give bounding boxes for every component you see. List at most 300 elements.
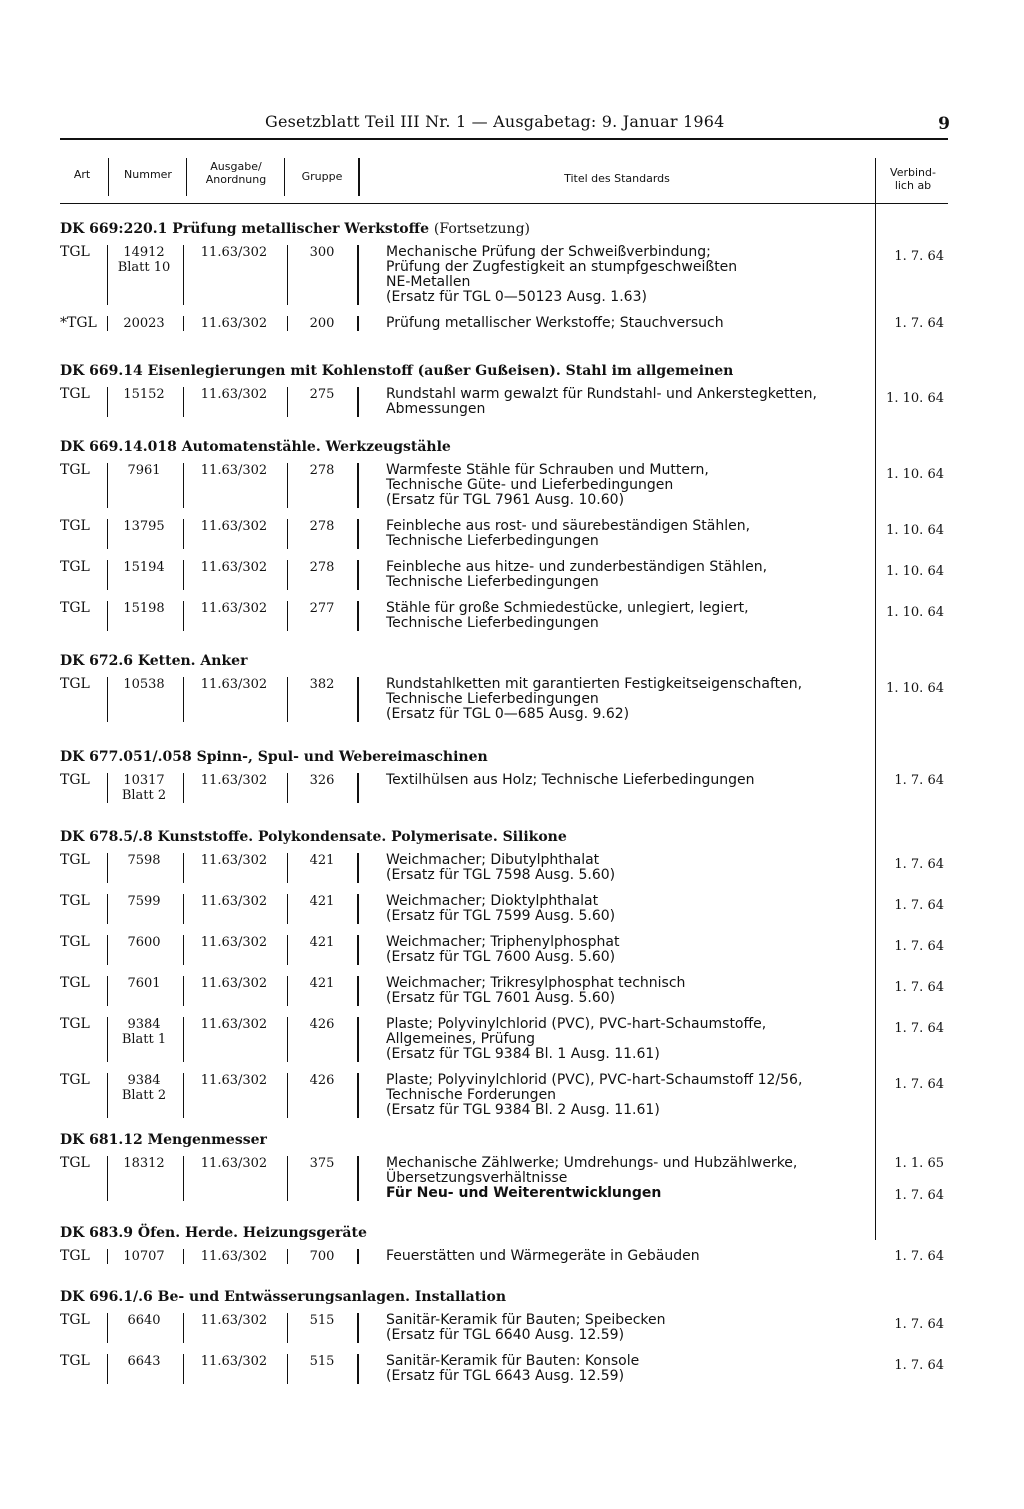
number-cell xyxy=(104,1249,184,1264)
art-cell: TGL xyxy=(60,559,90,575)
gruppe-cell: 515 xyxy=(309,1313,335,1328)
section xyxy=(60,827,948,1129)
table-row xyxy=(60,894,948,924)
title-cell xyxy=(386,773,906,788)
date-line: 1. 7. 64 xyxy=(894,1249,944,1264)
title-cell xyxy=(386,519,906,549)
column-divider xyxy=(287,601,288,631)
column-divider xyxy=(357,601,359,631)
number-cell xyxy=(104,677,184,692)
ausgabe-cell: 11.63/302 xyxy=(200,1354,268,1369)
date-cell xyxy=(882,467,944,482)
title-line: (Ersatz für TGL 7961 Ausg. 10.60) xyxy=(386,492,625,508)
column-divider xyxy=(183,1156,184,1201)
date-line: 1. 7. 64 xyxy=(894,773,944,788)
column-divider xyxy=(107,1249,108,1264)
ausgabe-cell: 11.63/302 xyxy=(200,387,268,402)
art-cell: TGL xyxy=(60,1016,90,1032)
title-line: (Ersatz für TGL 7599 Ausg. 5.60) xyxy=(386,908,616,924)
column-divider xyxy=(357,894,359,924)
section-title: DK 683.9 Öfen. Herde. Heizungsgeräte xyxy=(60,1225,367,1241)
title-line: NE-Metallen xyxy=(386,274,471,290)
column-divider xyxy=(287,519,288,549)
date-cell xyxy=(882,898,944,913)
column-divider xyxy=(358,158,360,196)
title-line: Übersetzungsverhältnisse xyxy=(386,1170,568,1186)
ausgabe-cell: 11.63/302 xyxy=(200,1249,268,1264)
column-divider xyxy=(183,601,184,631)
column-divider xyxy=(357,463,359,508)
number-line: Blatt 10 xyxy=(117,260,171,275)
date-cell xyxy=(882,523,944,538)
column-header-ausgabe-line2: Anordnung xyxy=(205,173,267,186)
column-divider xyxy=(183,773,184,803)
column-divider xyxy=(183,519,184,549)
page-header xyxy=(60,112,950,136)
date-line: 1. 10. 64 xyxy=(886,523,944,538)
column-divider xyxy=(183,677,184,722)
gruppe-cell: 300 xyxy=(309,245,335,260)
column-divider xyxy=(107,935,108,965)
title-line: Technische Lieferbedingungen xyxy=(386,691,599,707)
title-cell xyxy=(386,245,906,305)
title-cell xyxy=(386,894,906,924)
title-cell xyxy=(386,1354,906,1384)
section-title-suffix: (Fortsetzung) xyxy=(433,221,530,237)
art-cell: TGL xyxy=(60,462,90,478)
art-cell: TGL xyxy=(60,244,90,260)
date-line: 1. 7. 64 xyxy=(894,316,944,331)
title-line: Weichmacher; Dibutylphthalat xyxy=(386,852,600,868)
table-row xyxy=(60,976,948,1006)
art-cell: TGL xyxy=(60,600,90,616)
date-line: 1. 10. 64 xyxy=(886,467,944,482)
gruppe-cell: 426 xyxy=(309,1017,335,1032)
number-line: 7598 xyxy=(127,853,161,868)
column-divider xyxy=(287,1156,288,1201)
section-rows xyxy=(60,387,948,417)
table-row xyxy=(60,773,948,803)
date-cell xyxy=(882,564,944,579)
column-divider xyxy=(357,1354,359,1384)
column-divider xyxy=(287,560,288,590)
ausgabe-cell: 11.63/302 xyxy=(200,245,268,260)
title-line: Mechanische Prüfung der Schweißverbindung; xyxy=(386,244,711,260)
column-divider xyxy=(287,976,288,1006)
number-cell xyxy=(104,601,184,616)
art-cell: TGL xyxy=(60,893,90,909)
column-divider xyxy=(357,1017,359,1062)
page-number: 9 xyxy=(938,114,950,134)
title-line: Technische Lieferbedingungen xyxy=(386,615,599,631)
title-line: Feinbleche aus hitze- und zunderbeständigen Stählen, xyxy=(386,559,768,575)
column-divider xyxy=(183,245,184,305)
title-cell xyxy=(386,560,906,590)
date-cell xyxy=(882,857,944,872)
column-divider xyxy=(287,1354,288,1384)
column-divider xyxy=(287,316,288,331)
section-title: DK 672.6 Ketten. Anker xyxy=(60,653,248,669)
column-divider xyxy=(357,677,359,722)
column-divider xyxy=(107,853,108,883)
title-line: (Ersatz für TGL 7601 Ausg. 5.60) xyxy=(386,990,616,1006)
date-cell xyxy=(882,1156,944,1203)
column-header-verbindlich xyxy=(878,166,948,220)
title-line: Plaste; Polyvinylchlorid (PVC), PVC-hart-Schaumstoffe, xyxy=(386,1016,767,1032)
title-cell xyxy=(386,463,906,508)
ausgabe-cell: 11.63/302 xyxy=(200,601,268,616)
section-rows xyxy=(60,773,948,803)
date-line: 1. 7. 64 xyxy=(894,1077,944,1092)
gruppe-cell: 382 xyxy=(309,677,335,692)
title-cell xyxy=(386,601,906,631)
section-title: DK 669.14.018 Automatenstähle. Werkzeugstähle xyxy=(60,439,451,455)
number-cell xyxy=(104,1156,184,1171)
title-line: Plaste; Polyvinylchlorid (PVC), PVC-hart-Schaumstoff 12/56, xyxy=(386,1072,803,1088)
number-line: Blatt 1 xyxy=(121,1032,167,1047)
title-line: Technische Lieferbedingungen xyxy=(386,533,599,549)
section-title: DK 696.1/.6 Be- und Entwässerungsanlagen. Installation xyxy=(60,1289,507,1305)
column-divider xyxy=(107,519,108,549)
date-line: 1. 10. 64 xyxy=(886,391,944,406)
gruppe-cell: 421 xyxy=(309,976,335,991)
table-row xyxy=(60,1156,948,1201)
table-row xyxy=(60,1313,948,1343)
section xyxy=(60,1223,948,1275)
column-header-ausgabe-line1: Ausgabe/ xyxy=(210,160,262,173)
gruppe-cell: 426 xyxy=(309,1073,335,1088)
section-title: DK 677.051/.058 Spinn-, Spul- und Webereimaschinen xyxy=(60,749,488,765)
table-row xyxy=(60,853,948,883)
date-cell xyxy=(882,1358,944,1373)
date-cell xyxy=(882,681,944,696)
art-cell: *TGL xyxy=(60,315,97,331)
table-row xyxy=(60,1073,948,1118)
title-line: Warmfeste Stähle für Schrauben und Muttern, xyxy=(386,462,709,478)
section-rows xyxy=(60,1249,948,1264)
date-cell xyxy=(882,939,944,954)
date-line: 1. 10. 64 xyxy=(886,605,944,620)
title-cell xyxy=(386,976,906,1006)
number-cell xyxy=(104,560,184,575)
column-divider xyxy=(107,773,108,803)
column-divider xyxy=(183,1249,184,1264)
gruppe-cell: 375 xyxy=(309,1156,335,1171)
number-line: Blatt 2 xyxy=(121,1088,167,1103)
date-cell xyxy=(882,605,944,620)
number-line: 6640 xyxy=(127,1313,161,1328)
column-divider xyxy=(287,1073,288,1118)
number-cell xyxy=(104,976,184,991)
number-line: 10538 xyxy=(123,677,165,692)
number-cell xyxy=(104,773,184,803)
title-line: Rundstahlketten mit garantierten Festigkeitseigenschaften, xyxy=(386,676,803,692)
art-cell: TGL xyxy=(60,1312,90,1328)
column-header-titel: Titel des Standards xyxy=(564,172,670,185)
ausgabe-cell: 11.63/302 xyxy=(200,976,268,991)
gruppe-cell: 278 xyxy=(309,519,335,534)
date-line: 1. 7. 64 xyxy=(894,939,944,954)
table-row xyxy=(60,245,948,305)
title-cell xyxy=(386,935,906,965)
column-divider xyxy=(357,1073,359,1118)
title-cell xyxy=(386,1313,906,1343)
column-header-art: Art xyxy=(73,168,91,181)
section xyxy=(60,1287,948,1395)
number-line: 7961 xyxy=(127,463,161,478)
table-row xyxy=(60,935,948,965)
title-cell xyxy=(386,316,906,331)
number-cell xyxy=(104,1017,184,1047)
date-line: 1. 10. 64 xyxy=(886,681,944,696)
art-cell: TGL xyxy=(60,386,90,402)
date-cell xyxy=(882,249,944,264)
column-divider xyxy=(357,1156,359,1201)
section xyxy=(60,747,948,814)
title-line: Technische Güte- und Lieferbedingungen xyxy=(386,477,674,493)
number-cell xyxy=(104,245,184,275)
section-title: DK 669:220.1 Prüfung metallischer Werkstoffe (Fortsetzung) xyxy=(60,221,530,237)
section-rows xyxy=(60,853,948,1118)
gruppe-cell: 326 xyxy=(309,773,335,788)
gruppe-cell: 278 xyxy=(309,463,335,478)
art-cell: TGL xyxy=(60,518,90,534)
column-divider xyxy=(287,1249,288,1264)
title-line: Technische Forderungen xyxy=(386,1087,557,1103)
title-line: (Ersatz für TGL 7598 Ausg. 5.60) xyxy=(386,867,616,883)
column-divider xyxy=(284,158,285,196)
column-divider xyxy=(107,316,108,331)
page-title: Gesetzblatt Teil III Nr. 1 — Ausgabetag: 9. Januar 1964 xyxy=(265,112,725,131)
title-cell xyxy=(386,677,906,722)
column-divider xyxy=(287,1313,288,1343)
section xyxy=(60,437,948,642)
column-divider xyxy=(183,560,184,590)
ausgabe-cell: 11.63/302 xyxy=(200,677,268,692)
art-cell: TGL xyxy=(60,772,90,788)
column-divider xyxy=(107,1354,108,1384)
ausgabe-cell: 11.63/302 xyxy=(200,463,268,478)
date-cell xyxy=(882,980,944,995)
title-line: Feuerstätten und Wärmegeräte in Gebäuden xyxy=(386,1248,700,1264)
number-cell xyxy=(104,1073,184,1103)
column-divider xyxy=(287,1017,288,1062)
number-line: 18312 xyxy=(123,1156,165,1171)
column-divider xyxy=(357,853,359,883)
section xyxy=(60,1130,948,1212)
number-line: 9384 xyxy=(127,1073,161,1088)
ausgabe-cell: 11.63/302 xyxy=(200,1313,268,1328)
gruppe-cell: 421 xyxy=(309,853,335,868)
table-row xyxy=(60,677,948,722)
column-divider xyxy=(107,976,108,1006)
title-cell xyxy=(386,387,906,417)
ausgabe-cell: 11.63/302 xyxy=(200,560,268,575)
number-cell xyxy=(104,894,184,909)
section xyxy=(60,219,948,342)
date-line: 1. 1. 65 xyxy=(894,1156,944,1171)
art-cell: TGL xyxy=(60,1072,90,1088)
column-divider xyxy=(107,560,108,590)
column-divider xyxy=(287,935,288,965)
ausgabe-cell: 11.63/302 xyxy=(200,316,268,331)
art-cell: TGL xyxy=(60,975,90,991)
title-line: Mechanische Zählwerke; Umdrehungs- und Hubzählwerke, xyxy=(386,1155,798,1171)
column-divider xyxy=(186,158,187,196)
ausgabe-cell: 11.63/302 xyxy=(200,1073,268,1088)
column-divider xyxy=(183,387,184,417)
column-divider xyxy=(183,1017,184,1062)
ausgabe-cell: 11.63/302 xyxy=(200,853,268,868)
date-cell xyxy=(882,773,944,788)
gruppe-cell: 421 xyxy=(309,894,335,909)
title-line: Sanitär-Keramik für Bauten: Konsole xyxy=(386,1353,640,1369)
number-line: 7599 xyxy=(127,894,161,909)
date-line: 1. 7. 64 xyxy=(894,1188,944,1203)
title-line: Prüfung metallischer Werkstoffe; Stauchversuch xyxy=(386,315,724,331)
column-divider xyxy=(183,463,184,508)
ausgabe-cell: 11.63/302 xyxy=(200,1156,268,1171)
column-divider xyxy=(183,1313,184,1343)
column-header-gruppe: Gruppe xyxy=(301,170,343,183)
column-divider xyxy=(107,1017,108,1062)
column-divider xyxy=(107,894,108,924)
title-cell xyxy=(386,1249,906,1264)
title-line: (Ersatz für TGL 9384 Bl. 1 Ausg. 11.61) xyxy=(386,1046,660,1062)
header-rule xyxy=(60,138,948,140)
number-line: 7601 xyxy=(127,976,161,991)
column-divider xyxy=(107,1073,108,1118)
title-line: Weichmacher; Triphenylphosphat xyxy=(386,934,620,950)
column-divider xyxy=(357,1313,359,1343)
date-cell xyxy=(882,1317,944,1332)
ausgabe-cell: 11.63/302 xyxy=(200,1017,268,1032)
art-cell: TGL xyxy=(60,1353,90,1369)
column-divider xyxy=(357,387,359,417)
column-divider xyxy=(107,1313,108,1343)
title-line: Technische Lieferbedingungen xyxy=(386,574,599,590)
column-divider xyxy=(107,1156,108,1201)
column-divider xyxy=(357,519,359,549)
number-line: 14912 xyxy=(123,245,165,260)
section-rows xyxy=(60,677,948,722)
number-cell xyxy=(104,935,184,950)
column-divider xyxy=(183,976,184,1006)
date-line: 1. 7. 64 xyxy=(894,249,944,264)
number-line: 10317 xyxy=(123,773,165,788)
ausgabe-cell: 11.63/302 xyxy=(200,894,268,909)
art-cell: TGL xyxy=(60,1248,90,1264)
column-divider xyxy=(108,158,109,196)
gruppe-cell: 700 xyxy=(309,1249,335,1264)
date-line: 1. 7. 64 xyxy=(894,980,944,995)
section xyxy=(60,651,948,733)
art-cell: TGL xyxy=(60,852,90,868)
title-line: Allgemeines, Prüfung xyxy=(386,1031,536,1047)
art-cell: TGL xyxy=(60,676,90,692)
table-row xyxy=(60,519,948,549)
number-line: 15194 xyxy=(123,560,165,575)
column-divider xyxy=(287,894,288,924)
date-line: 1. 7. 64 xyxy=(894,898,944,913)
column-divider xyxy=(287,677,288,722)
title-line: (Ersatz für TGL 0—685 Ausg. 9.62) xyxy=(386,706,630,722)
date-cell xyxy=(882,1249,944,1264)
date-line: 1. 7. 64 xyxy=(894,1021,944,1036)
section-rows xyxy=(60,463,948,631)
gruppe-cell: 515 xyxy=(309,1354,335,1369)
section-rows xyxy=(60,245,948,331)
column-divider xyxy=(183,1354,184,1384)
title-cell xyxy=(386,1073,906,1118)
title-line: (Ersatz für TGL 0—50123 Ausg. 1.63) xyxy=(386,289,647,305)
column-divider xyxy=(357,316,359,331)
title-line: Stähle für große Schmiedestücke, unlegiert, legiert, xyxy=(386,600,749,616)
title-line-bold: Für Neu- und Weiterentwicklungen xyxy=(386,1185,662,1201)
title-cell xyxy=(386,1156,906,1201)
table-row xyxy=(60,387,948,417)
art-cell: TGL xyxy=(60,934,90,950)
ausgabe-cell: 11.63/302 xyxy=(200,519,268,534)
column-divider xyxy=(357,976,359,1006)
title-line: Feinbleche aus rost- und säurebeständigen Stählen, xyxy=(386,518,751,534)
gruppe-cell: 278 xyxy=(309,560,335,575)
column-divider xyxy=(107,677,108,722)
column-divider xyxy=(357,1249,359,1264)
column-divider xyxy=(107,245,108,305)
title-line: (Ersatz für TGL 9384 Bl. 2 Ausg. 11.61) xyxy=(386,1102,660,1118)
title-line: Rundstahl warm gewalzt für Rundstahl- und Ankerstegketten, xyxy=(386,386,817,402)
ausgabe-cell: 11.63/302 xyxy=(200,773,268,788)
date-cell xyxy=(882,316,944,331)
number-line: 15198 xyxy=(123,601,165,616)
column-header-nummer: Nummer xyxy=(124,168,172,181)
column-divider xyxy=(183,1073,184,1118)
column-divider xyxy=(287,245,288,305)
number-line: 13795 xyxy=(123,519,165,534)
header-bottom-rule xyxy=(60,203,948,204)
art-cell: TGL xyxy=(60,1155,90,1171)
number-cell xyxy=(104,387,184,402)
number-cell xyxy=(104,463,184,478)
gruppe-cell: 200 xyxy=(309,316,335,331)
title-line: Abmessungen xyxy=(386,401,486,417)
column-header-verbindlich-line2: lich ab xyxy=(894,179,932,192)
table-row xyxy=(60,1354,948,1384)
number-line: 20023 xyxy=(123,316,165,331)
date-cell xyxy=(882,391,944,406)
section-title: DK 678.5/.8 Kunststoffe. Polykondensate. Polymerisate. Silikone xyxy=(60,829,567,845)
title-cell xyxy=(386,1017,906,1062)
number-line: 6643 xyxy=(127,1354,161,1369)
date-cell xyxy=(882,1021,944,1036)
column-divider xyxy=(357,560,359,590)
column-divider xyxy=(107,601,108,631)
column-divider xyxy=(107,463,108,508)
gruppe-cell: 421 xyxy=(309,935,335,950)
date-line: 1. 10. 64 xyxy=(886,564,944,579)
title-line: (Ersatz für TGL 6640 Ausg. 12.59) xyxy=(386,1327,625,1343)
date-line: 1. 7. 64 xyxy=(894,857,944,872)
column-divider xyxy=(183,894,184,924)
table-row xyxy=(60,601,948,631)
table-row xyxy=(60,1017,948,1062)
number-cell xyxy=(104,853,184,868)
column-divider xyxy=(357,773,359,803)
title-line: Textilhülsen aus Holz; Technische Lieferbedingungen xyxy=(386,772,755,788)
column-divider xyxy=(107,387,108,417)
column-header-verbindlich-line1: Verbind- xyxy=(890,166,936,179)
